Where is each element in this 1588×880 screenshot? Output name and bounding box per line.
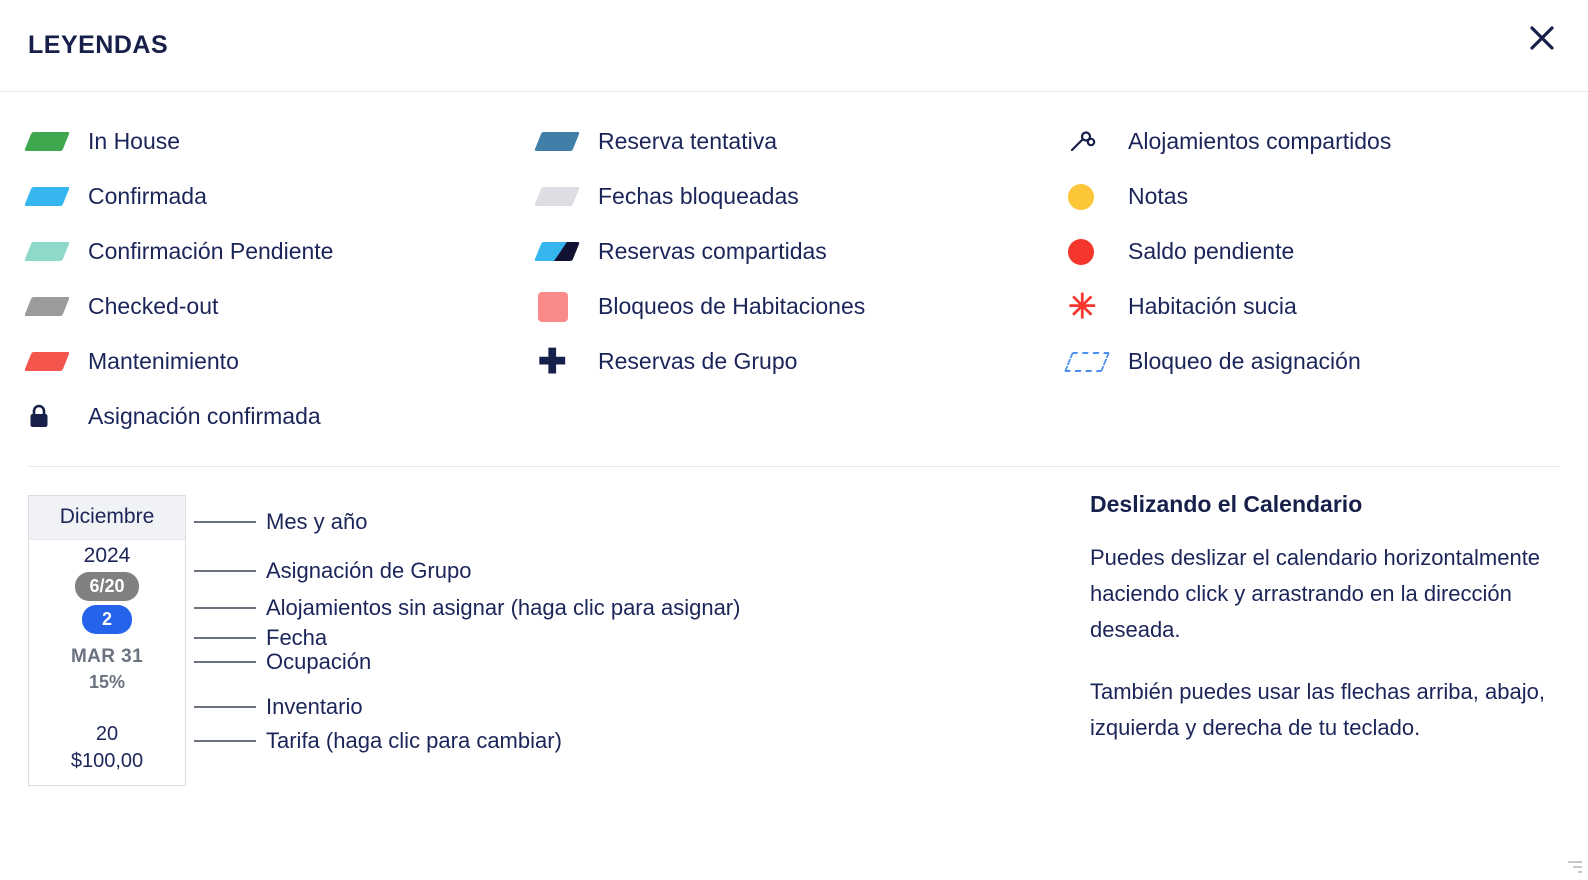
callout-label: Ocupación	[266, 649, 372, 674]
legend-label: Confirmación Pendiente	[88, 238, 334, 264]
leader-line	[194, 607, 256, 609]
close-icon[interactable]	[1522, 18, 1562, 58]
legend-item-mantenimiento	[28, 334, 538, 389]
parallelogram-red-icon	[28, 352, 72, 371]
legend-item-fechas-bloqueadas	[538, 169, 1068, 224]
legend-label: Reservas de Grupo	[598, 348, 798, 374]
cell-inventory-label: 20	[95, 723, 119, 745]
legend-item-reservas-compartidas	[538, 224, 1068, 279]
callout-fecha	[194, 625, 327, 651]
lock-icon	[28, 404, 72, 430]
group-assignment-badge[interactable]: 6/20	[75, 572, 138, 601]
legend-column-3	[1068, 114, 1560, 444]
legend-item-checked-out	[28, 279, 538, 334]
legend-label: Alojamientos compartidos	[1128, 128, 1392, 154]
calendar-explainer-section	[0, 467, 1588, 786]
cell-date-label: MAR 31	[70, 646, 144, 667]
callout-alojamientos-sin-asignar	[194, 595, 740, 621]
parallelogram-gray-icon	[28, 297, 72, 316]
plus-icon: ✚	[538, 342, 567, 381]
legend-item-in-house	[28, 114, 538, 169]
leader-line	[194, 740, 256, 742]
legend-column-1	[28, 114, 538, 444]
parallelogram-light-gray-icon	[538, 187, 582, 206]
link-icon	[1068, 130, 1112, 154]
legend-item-saldo-pendiente	[1068, 224, 1560, 279]
callout-inventario	[194, 694, 363, 720]
callout-label: Alojamientos sin asignar (haga clic para asignar)	[266, 595, 741, 620]
callout-asignacion-de-grupo	[194, 558, 471, 584]
callout-label: Inventario	[266, 694, 363, 719]
legend-label: Bloqueo de asignación	[1128, 348, 1361, 374]
leader-line	[194, 637, 256, 639]
callout-label: Mes y año	[266, 509, 368, 534]
callout-ocupacion	[194, 649, 371, 675]
leader-line	[194, 706, 256, 708]
unassigned-units-badge[interactable]: 2	[82, 605, 132, 634]
legend-column-2	[538, 114, 1068, 444]
help-paragraph-2: También puedes usar las flechas arriba, abajo, izquierda y derecha de tu teclado.	[1090, 679, 1545, 740]
legend-label: In House	[88, 128, 181, 154]
cell-occupancy-label: 15%	[88, 672, 126, 692]
legend-item-bloqueos-habitaciones	[538, 279, 1068, 334]
leader-line	[194, 570, 256, 572]
leader-line	[194, 661, 256, 663]
callout-label: Asignación de Grupo	[266, 558, 472, 583]
page-title: LEYENDAS	[28, 31, 169, 59]
modal-header	[0, 0, 1588, 92]
legend-item-reserva-tentativa	[538, 114, 1068, 169]
parallelogram-split-icon	[538, 242, 582, 261]
parallelogram-blue-icon	[28, 187, 72, 206]
resize-handle[interactable]	[1564, 858, 1582, 876]
legend-grid	[28, 114, 1560, 444]
parallelogram-dashed-icon	[1068, 352, 1112, 372]
cell-rate-label[interactable]: $100,00	[70, 750, 144, 772]
legend-item-notas	[1068, 169, 1560, 224]
callout-label: Fecha	[266, 625, 328, 650]
parallelogram-green-icon	[28, 132, 72, 151]
legend-item-confirmacion-pendiente	[28, 224, 538, 279]
dot-yellow-icon	[1068, 184, 1112, 210]
parallelogram-steel-icon	[538, 132, 582, 151]
help-title: Deslizando el Calendario	[1090, 491, 1363, 517]
legend-label: Checked-out	[88, 293, 219, 319]
legend-label: Habitación sucia	[1128, 293, 1297, 319]
legend-label: Bloqueos de Habitaciones	[598, 293, 866, 319]
callout-mes-y-ano	[194, 509, 368, 535]
asterisk-icon: ✳	[1068, 287, 1097, 326]
legend-item-alojamientos-compartidos	[1068, 114, 1560, 169]
legend-label: Asignación confirmada	[88, 403, 321, 429]
callout-tarifa	[194, 728, 562, 754]
legend-label: Mantenimiento	[88, 348, 239, 374]
legend-label: Reserva tentativa	[598, 128, 777, 154]
square-pink-icon	[538, 292, 582, 322]
legend-label: Notas	[1128, 183, 1189, 209]
callout-list	[194, 495, 894, 786]
callout-label: Tarifa (haga clic para cambiar)	[266, 728, 562, 753]
legend-label: Saldo pendiente	[1128, 238, 1295, 264]
cell-year-label: 2024	[83, 544, 131, 567]
legend-label: Confirmada	[88, 183, 207, 209]
help-panel	[1090, 491, 1560, 772]
legend-item-habitacion-sucia	[1068, 279, 1560, 334]
leader-line	[194, 521, 256, 523]
legend-label: Fechas bloqueadas	[598, 183, 799, 209]
sample-calendar-cell	[28, 495, 186, 786]
legend-item-asignacion-confirmada	[28, 389, 538, 444]
dot-red-icon	[1068, 239, 1112, 265]
help-paragraph-1: Puedes deslizar el calendario horizontalmente haciendo click y arrastrando en la dirección deseada.	[1090, 545, 1541, 642]
legend-item-reservas-de-grupo	[538, 334, 1068, 389]
legend-label: Reservas compartidas	[598, 238, 827, 264]
parallelogram-mint-icon	[28, 242, 72, 261]
cell-month-label: Diciembre	[29, 496, 185, 540]
legend-item-bloqueo-de-asignacion	[1068, 334, 1560, 389]
legend-item-confirmada	[28, 169, 538, 224]
legend-section	[0, 92, 1588, 444]
